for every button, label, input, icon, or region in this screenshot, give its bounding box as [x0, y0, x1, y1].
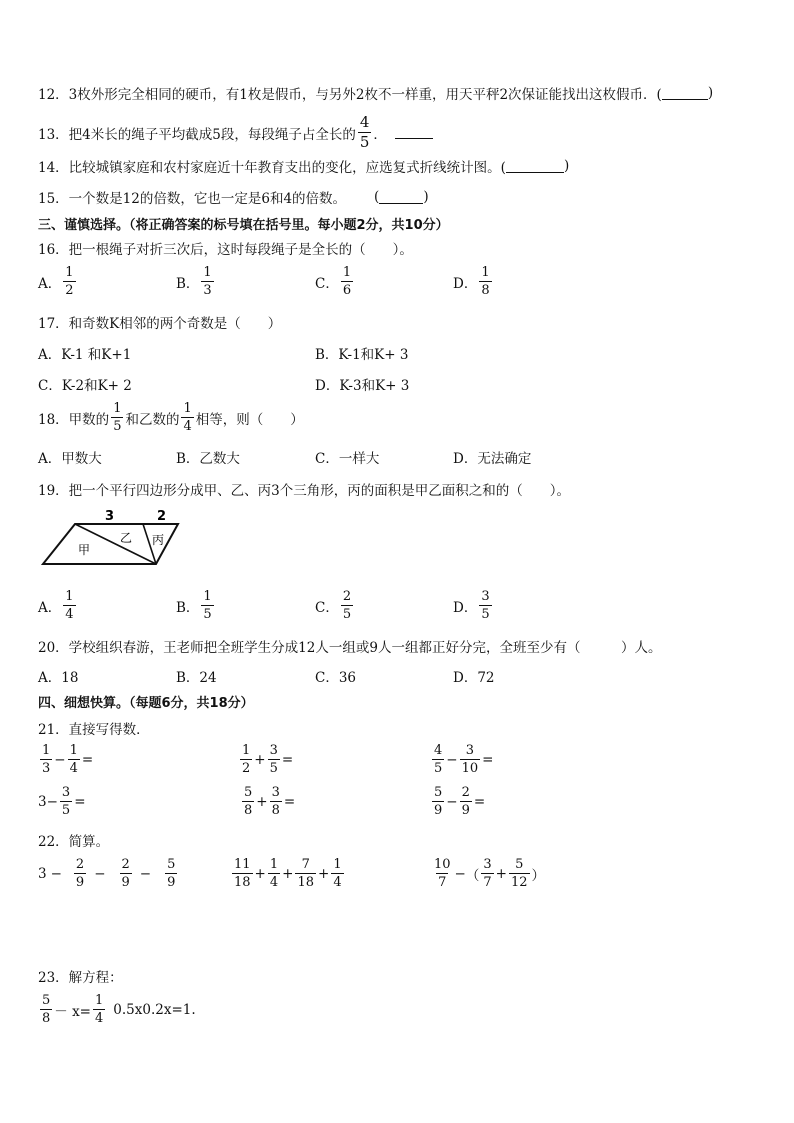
question-12	[38, 83, 713, 103]
answer-blank[interactable]	[379, 191, 423, 204]
question-15-open: (	[374, 189, 380, 205]
question-15-text: 15．一个数是12的倍数，它也一定是6和4的倍数。	[38, 191, 347, 207]
denominator: 3	[42, 761, 51, 776]
fraction	[181, 402, 193, 433]
expression-22-3[interactable]	[430, 858, 545, 889]
denominator: 7	[483, 875, 492, 890]
numerator: 5	[515, 857, 524, 872]
equation-text: 0.5x0.2x=1.	[113, 1001, 196, 1018]
numerator: 3	[483, 857, 492, 872]
option-d[interactable]: D．无法确定	[453, 451, 532, 467]
right-paren: ）	[531, 867, 545, 884]
denominator: 4	[269, 875, 279, 890]
expression-21-2[interactable]	[238, 744, 293, 775]
fraction	[240, 744, 252, 775]
numerator: 5	[244, 785, 253, 800]
numerator: 3	[465, 743, 474, 758]
whole-number: 3	[38, 865, 47, 882]
option-a[interactable]: A．K-1 和K+1	[38, 347, 132, 363]
fraction	[63, 266, 75, 297]
denominator: 4	[95, 1011, 104, 1026]
denominator: 9	[461, 803, 470, 818]
option-label: B．	[176, 275, 200, 292]
expression-21-6[interactable]	[430, 786, 485, 817]
question-18-text: 相等，则（ ）	[195, 411, 304, 428]
numerator: 1	[65, 589, 74, 604]
denominator: 5	[113, 419, 122, 434]
numerator: 5	[167, 857, 176, 872]
equals-sign: =	[281, 751, 294, 768]
numerator: 3	[481, 589, 490, 604]
option-a[interactable]	[38, 590, 78, 621]
expression-21-4[interactable]	[38, 786, 86, 817]
numerator: 1	[95, 993, 104, 1008]
minus-sign: −	[94, 865, 106, 882]
section-3-heading: 三、谨慎选择。（将正确答案的标号填在括号里。每小题2分，共10分）	[38, 218, 449, 233]
question-21: 21．直接写得数．	[38, 722, 150, 738]
fraction	[40, 744, 52, 775]
fraction	[432, 786, 444, 817]
numerator: 3	[61, 785, 71, 800]
equals-sign: =	[81, 751, 94, 768]
whole-number: 3	[38, 793, 47, 810]
minus-sign: −	[454, 865, 466, 882]
fraction	[232, 858, 253, 889]
denominator: 5	[269, 761, 278, 776]
equals-sign: =	[482, 751, 494, 768]
denominator: 4	[65, 607, 74, 622]
numerator: 4	[359, 113, 370, 131]
numerator: 2	[461, 785, 470, 800]
question-12-text: 12．3枚外形完全相同的硬币，有1枚是假币，与另外2枚不一样重，用天平秤2次保证能找出这枚假币．(	[38, 87, 662, 103]
option-label: B．	[176, 599, 200, 616]
fraction	[165, 858, 177, 889]
denominator: 4	[69, 761, 78, 776]
fraction	[509, 858, 530, 889]
left-paren: （	[465, 867, 480, 884]
minus-sign: −	[139, 865, 152, 882]
numerator: 1	[65, 265, 74, 280]
equals-sign: =	[473, 793, 486, 810]
minus-sign: −	[446, 793, 458, 810]
denominator: 5	[359, 133, 370, 151]
top-left-label: 3	[105, 509, 115, 524]
numerator: 7	[301, 857, 310, 872]
fraction	[63, 590, 75, 621]
question-18-text: 18．甲数的	[38, 411, 110, 428]
denominator: 8	[271, 803, 280, 818]
minus-sign: −	[46, 793, 58, 810]
question-23: 23．解方程：	[38, 970, 123, 986]
denominator: 2	[242, 761, 251, 776]
option-b[interactable]: B．24	[176, 670, 217, 686]
question-19: 19．把一个平行四边形分成甲、乙、丙3个三角形，丙的面积是甲乙面积之和的（ ）。	[38, 483, 571, 499]
numerator: 1	[113, 401, 122, 416]
option-label: A．	[38, 275, 62, 292]
numerator: 1	[242, 743, 251, 758]
option-a[interactable]: A．甲数大	[38, 451, 102, 467]
answer-blank[interactable]	[506, 160, 564, 173]
section-4-heading: 四、细想快算。（每题6分，共18分）	[38, 696, 254, 711]
denominator: 7	[438, 875, 447, 890]
fraction	[270, 786, 282, 817]
region-yi-label: 乙	[120, 531, 133, 545]
numerator: 10	[434, 857, 451, 872]
region-bing-label: 丙	[152, 533, 165, 547]
option-d[interactable]	[453, 590, 494, 621]
option-b[interactable]: B．K-1和K+ 3	[315, 347, 409, 363]
denominator: 5	[342, 607, 352, 622]
numerator: 1	[481, 265, 490, 280]
numerator: 1	[183, 401, 192, 416]
numerator: 1	[342, 265, 352, 280]
region-jia-label: 甲	[78, 543, 91, 557]
equation-23[interactable]	[38, 994, 196, 1025]
denominator: 3	[203, 283, 212, 298]
option-a[interactable]: A．18	[38, 670, 79, 686]
plus-sign: +	[318, 865, 330, 882]
fraction	[268, 858, 280, 889]
denominator: 6	[342, 283, 352, 298]
numerator: 5	[42, 993, 51, 1008]
numerator: 2	[342, 589, 352, 604]
numerator: 1	[42, 743, 51, 758]
denominator: 5	[434, 761, 443, 776]
option-c[interactable]: C．一样大	[315, 451, 380, 467]
fraction	[460, 786, 472, 817]
fraction	[341, 590, 353, 621]
plus-sign: +	[254, 751, 266, 768]
top-right-label: 2	[157, 509, 167, 524]
expression-21-1[interactable]	[38, 744, 93, 775]
fraction	[201, 266, 213, 297]
question-20: 20．学校组织春游，王老师把全班学生分成12人一组或9人一组都正好分完，全班至少有（ ）人。	[38, 640, 662, 656]
fraction	[201, 590, 213, 621]
numerator: 1	[269, 857, 279, 872]
denominator: 2	[65, 283, 74, 298]
option-c[interactable]: C．36	[315, 670, 357, 686]
expression-22-1[interactable]	[38, 858, 179, 889]
denominator: 12	[510, 875, 528, 890]
denominator: 4	[333, 875, 342, 890]
equals-sign: =	[283, 793, 296, 810]
option-c[interactable]: C．K-2和K+ 2	[38, 378, 132, 394]
numerator: 2	[121, 857, 130, 872]
plus-sign: +	[256, 793, 268, 810]
numerator: 1	[69, 743, 78, 758]
fraction	[120, 858, 132, 889]
expression-21-5[interactable]	[240, 786, 295, 817]
fraction	[60, 786, 72, 817]
numerator: 1	[203, 265, 212, 280]
fraction	[111, 402, 123, 433]
fraction	[460, 744, 481, 775]
fraction	[242, 786, 254, 817]
option-label: C．	[315, 599, 339, 616]
fraction	[268, 744, 280, 775]
denominator: 9	[121, 875, 130, 890]
minus-sign: −	[50, 865, 62, 882]
denominator: 18	[297, 875, 314, 890]
option-d[interactable]: D．K-3和K+ 3	[315, 378, 410, 394]
question-12-close: )	[707, 85, 714, 101]
minus-sign: −	[54, 751, 66, 768]
fraction	[40, 994, 52, 1025]
fraction	[481, 858, 493, 889]
numerator: 3	[271, 785, 280, 800]
numerator: 3	[269, 743, 278, 758]
denominator: 5	[481, 607, 490, 622]
question-22: 22．简算。	[38, 834, 110, 850]
question-18-text: 和乙数的	[125, 411, 180, 428]
question-18	[38, 402, 304, 433]
question-14-close: )	[563, 158, 570, 174]
numerator: 4	[434, 743, 443, 758]
numerator: 1	[333, 857, 342, 872]
question-14-text: 14．比较城镇家庭和农村家庭近十年教育支出的变化，应选复式折线统计图。(	[38, 160, 506, 176]
question-13-period: ．	[373, 126, 387, 143]
answer-blank[interactable]	[662, 87, 708, 100]
denominator: 18	[234, 875, 251, 890]
denominator: 10	[461, 761, 479, 776]
denominator: 9	[434, 803, 443, 818]
question-13-text: 13．把4米长的绳子平均截成5段，每段绳子占全长的	[38, 126, 356, 143]
fraction	[341, 266, 353, 297]
equals-sign: =	[74, 793, 86, 810]
fraction	[295, 858, 316, 889]
option-d[interactable]: D．72	[453, 670, 495, 686]
numerator: 2	[75, 857, 85, 872]
fraction	[432, 744, 444, 775]
option-label: C．	[315, 275, 339, 292]
denominator: 5	[61, 803, 71, 818]
option-a[interactable]	[38, 266, 78, 297]
denominator: 4	[183, 419, 192, 434]
denominator: 9	[167, 875, 176, 890]
numerator: 1	[203, 589, 212, 604]
parallelogram-figure	[40, 506, 200, 570]
option-label: D．	[453, 599, 478, 616]
fraction	[432, 858, 453, 889]
option-label: A．	[38, 599, 62, 616]
question-15-close: )	[423, 189, 429, 205]
denominator: 9	[75, 875, 85, 890]
option-b[interactable]	[176, 266, 216, 297]
fraction	[331, 858, 343, 889]
expression-22-2[interactable]	[230, 858, 346, 889]
fraction	[479, 266, 491, 297]
question-14	[38, 156, 569, 176]
question-15	[38, 187, 429, 207]
fraction	[68, 744, 80, 775]
denominator: 5	[203, 607, 212, 622]
denominator: 8	[244, 803, 253, 818]
expression-21-3[interactable]	[430, 744, 493, 775]
option-c[interactable]	[315, 590, 355, 621]
option-label: D．	[453, 275, 478, 292]
option-b[interactable]: B．乙数大	[176, 451, 240, 467]
denominator: 8	[42, 1011, 51, 1026]
option-b[interactable]	[176, 590, 216, 621]
answer-blank[interactable]	[395, 126, 433, 139]
option-c[interactable]	[315, 266, 355, 297]
question-17: 17．和奇数K相邻的两个奇数是（ ）	[38, 316, 282, 332]
plus-sign: +	[254, 865, 266, 882]
fraction	[74, 858, 86, 889]
numerator: 5	[434, 785, 443, 800]
fraction	[93, 994, 105, 1025]
minus-sign: −	[446, 751, 458, 768]
fraction	[479, 590, 491, 621]
question-16: 16．把一根绳子对折三次后，这时每段绳子是全长的（ ）。	[38, 242, 413, 258]
equation-text: － x=	[54, 1003, 91, 1020]
denominator: 8	[481, 283, 490, 298]
plus-sign: +	[495, 865, 507, 882]
numerator: 11	[234, 857, 251, 872]
fraction	[358, 115, 372, 150]
question-13	[38, 115, 433, 150]
plus-sign: +	[282, 865, 294, 882]
option-d[interactable]	[453, 266, 494, 297]
